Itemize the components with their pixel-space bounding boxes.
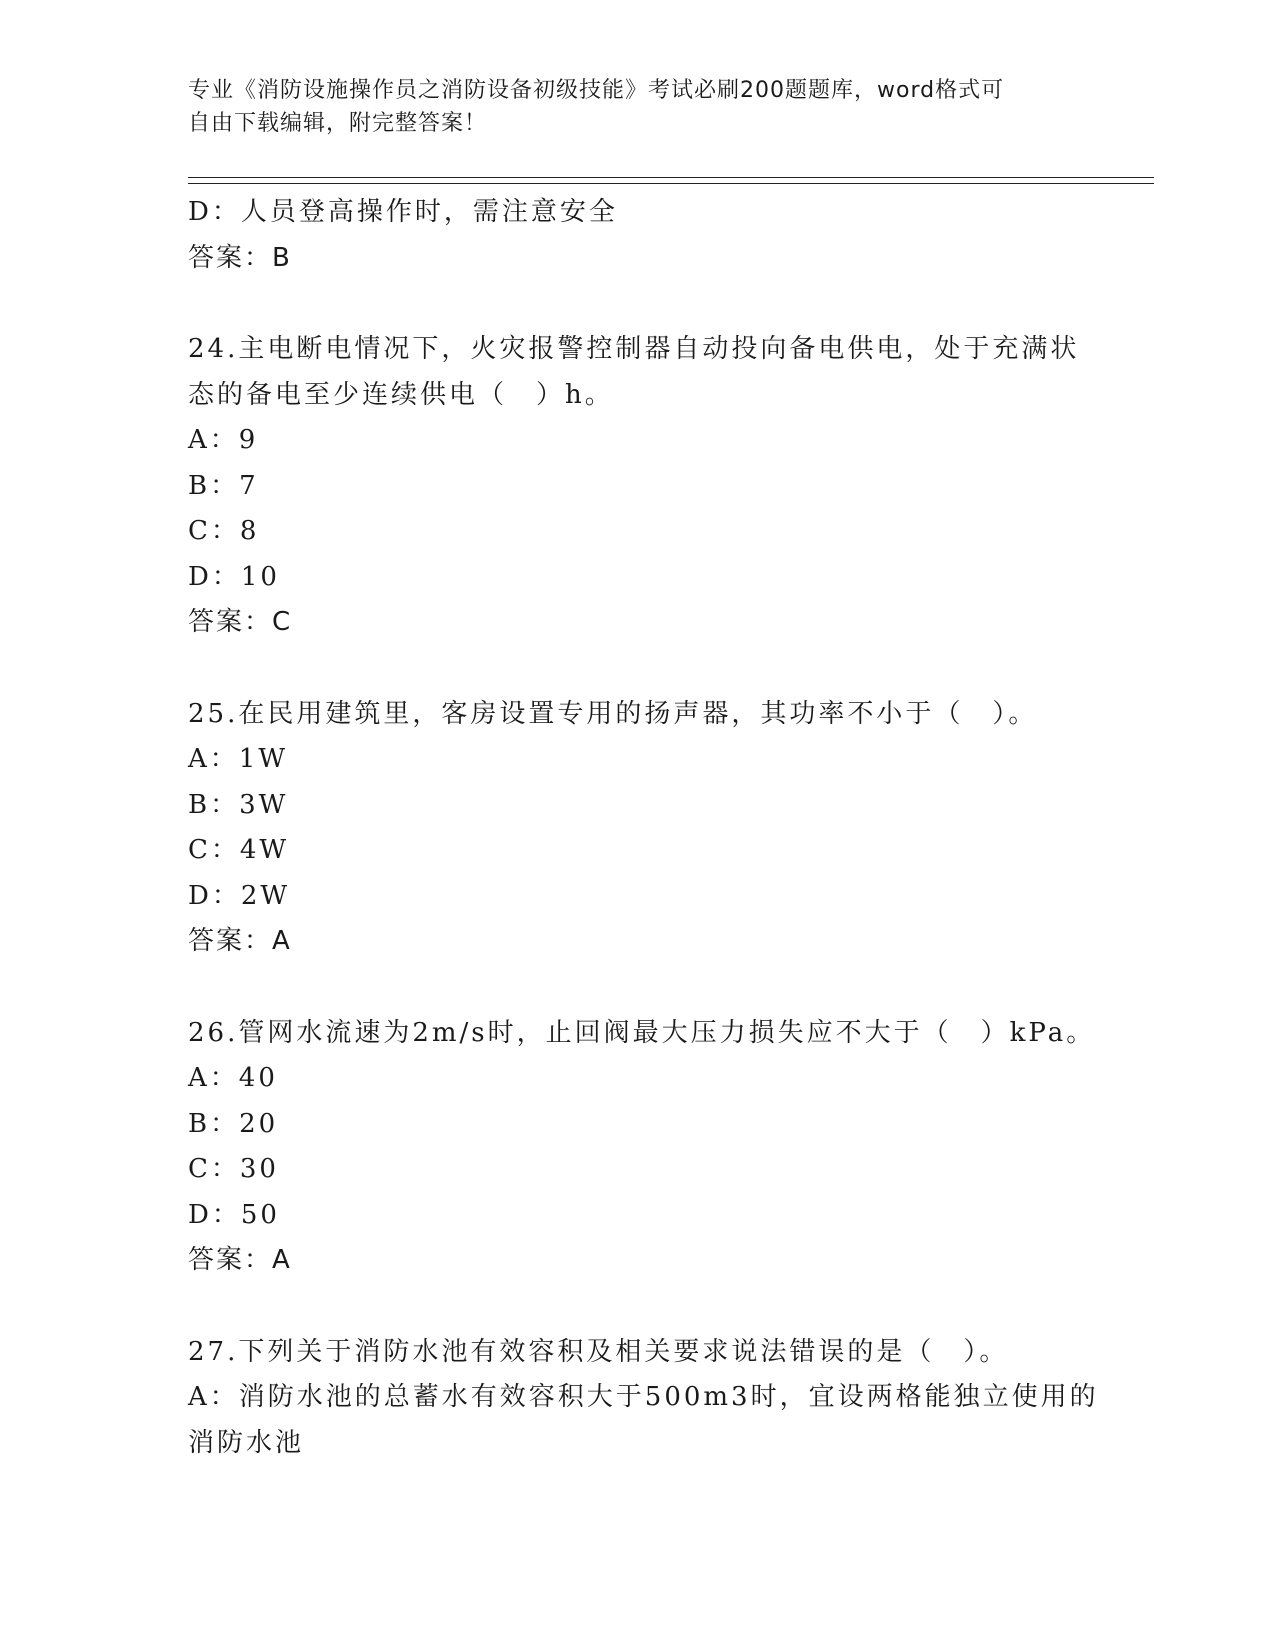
question-stem: 27.下列关于消防水池有效容积及相关要求说法错误的是（ ）。 — [188, 1336, 1009, 1367]
question-stem: 26.管网水流速为2m/s时，止回阀最大压力损失应不大于（ ）kPa。 — [188, 1017, 1096, 1048]
option-c: C：30 — [188, 1154, 279, 1184]
header-line-1: 专业《消防设施操作员之消防设备初级技能》考试必刷200题题库，word格式可 — [188, 78, 1005, 103]
header-divider-top — [188, 177, 1154, 178]
option-a-continued: 消防水池 — [188, 1427, 305, 1458]
header-line-2: 自由下载编辑，附完整答案！ — [188, 111, 488, 136]
question-24 — [188, 327, 1088, 646]
answer-line: 答案：A — [188, 926, 292, 956]
option-b: B：3W — [188, 789, 289, 820]
option-a: A：9 — [188, 425, 259, 455]
option-a: A：1W — [188, 744, 289, 774]
spacer — [188, 1284, 1088, 1330]
option-c: C：4W — [188, 835, 290, 865]
previous-question-fragment — [188, 190, 1088, 281]
option-d: D：50 — [188, 1199, 280, 1230]
header-divider-bottom — [188, 183, 1154, 184]
answer-line: 答案：C — [188, 607, 293, 637]
option-d: D：10 — [188, 561, 280, 592]
option-d: D：人员登高操作时，需注意安全 — [188, 197, 618, 227]
question-stem: 25.在民用建筑里，客房设置专用的扬声器，其功率不小于（ ）。 — [188, 698, 1038, 729]
option-d: D：2W — [188, 880, 291, 911]
option-b: B：20 — [188, 1108, 279, 1139]
option-c: C：8 — [188, 516, 260, 546]
question-stem: 24.主电断电情况下，火灾报警控制器自动投向备电供电，处于充满状 — [188, 334, 1080, 364]
question-stem-continued: 态的备电至少连续供电（ ）h。 — [188, 379, 614, 410]
question-25 — [188, 692, 1088, 965]
answer-line: 答案：A — [188, 1245, 292, 1275]
spacer — [188, 965, 1088, 1011]
answer-line: 答案：B — [188, 242, 292, 273]
question-content — [188, 190, 1099, 1466]
question-26 — [188, 1011, 1096, 1284]
option-b: B：7 — [188, 470, 259, 501]
spacer — [188, 646, 1088, 692]
page-header — [188, 74, 1068, 140]
option-a: A：消防水池的总蓄水有效容积大于500m3时，宜设两格能独立使用的 — [188, 1382, 1099, 1412]
spacer — [188, 281, 1088, 327]
question-27 — [188, 1330, 1099, 1467]
option-a: A：40 — [188, 1063, 278, 1093]
